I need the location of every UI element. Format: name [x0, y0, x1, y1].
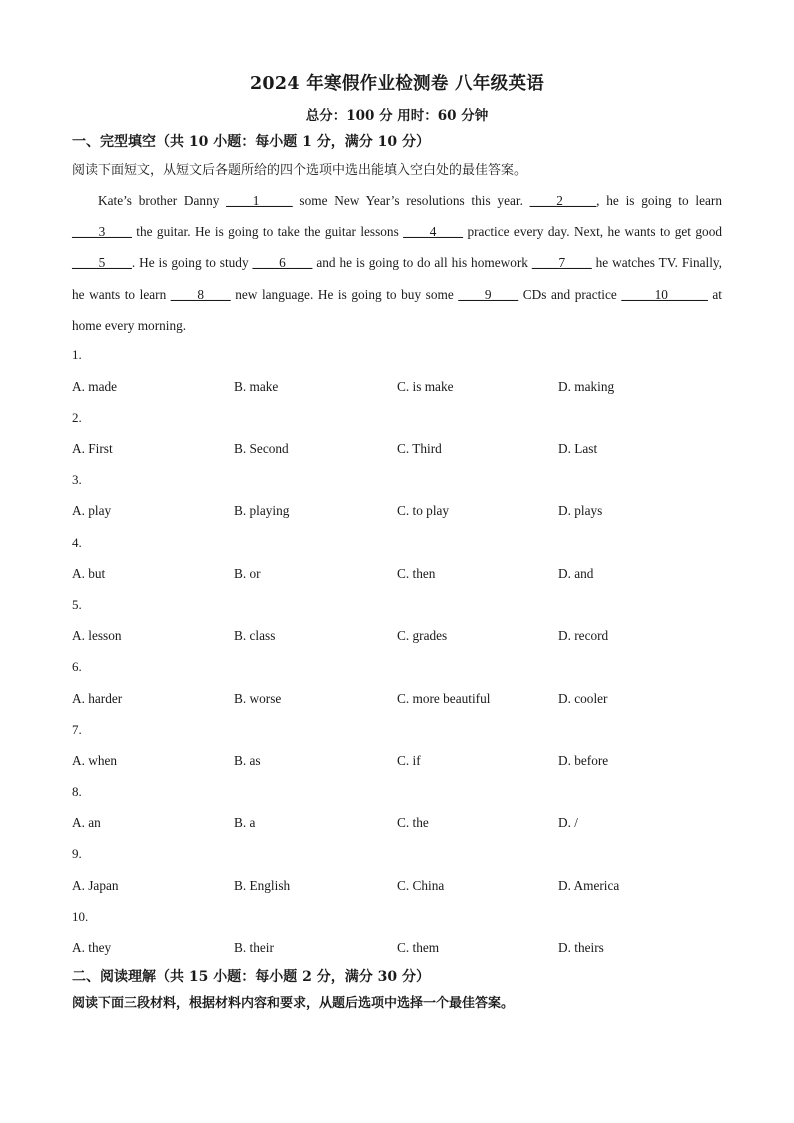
option-c: C. Third [397, 441, 442, 456]
option-d: D. before [558, 753, 609, 768]
option-c: C. them [397, 940, 440, 955]
passage-text: Kate’s brother Danny [98, 193, 227, 208]
section-1-instruction: 阅读下面短文，从短文后各题所给的四个选项中选出能填入空白处的最佳答案。 [72, 163, 528, 178]
exam-title: 2024 年寒假作业检测卷 八年级英语 [249, 74, 545, 94]
cloze-passage [72, 185, 722, 341]
option-c: C. China [397, 878, 445, 893]
question-number: 4. [72, 535, 82, 550]
option-d: D. and [558, 566, 594, 581]
option-a: A. Japan [72, 878, 119, 893]
option-b: B. class [234, 628, 276, 643]
option-c: C. to play [397, 503, 450, 518]
option-a: A. harder [72, 691, 123, 706]
exam-subtitle: 总分：100 分 用时：60 分钟 [305, 108, 489, 124]
option-d: D. making [558, 379, 615, 394]
section-2-heading: 二、阅读理解（共 15 小题：每小题 2 分，满分 30 分） [72, 969, 430, 985]
blank-3: ____3____ [72, 224, 132, 240]
passage-text: practice every day. Next, he wants to get good [463, 224, 722, 240]
option-b: B. a [234, 815, 256, 830]
option-b: B. English [234, 878, 291, 893]
option-b: B. their [234, 940, 274, 955]
option-a: A. made [72, 379, 118, 394]
option-d: D. plays [558, 503, 603, 518]
option-c: C. is make [397, 379, 454, 394]
option-b: B. make [234, 379, 279, 394]
option-a: A. an [72, 815, 101, 830]
blank-6: ____6____ [252, 255, 313, 271]
option-d: D. / [558, 815, 578, 830]
option-b: B. Second [234, 441, 289, 456]
question-number: 3. [72, 472, 82, 487]
option-c: C. if [397, 753, 421, 768]
option-a: A. First [72, 441, 113, 456]
passage-text: he watches TV. Finally, he wants to learn [72, 255, 723, 302]
option-a: A. lesson [72, 628, 122, 643]
option-b: B. as [234, 753, 261, 768]
option-a: A. play [72, 503, 112, 518]
option-a: A. when [72, 753, 118, 768]
option-a: A. they [72, 940, 112, 955]
question-number: 5. [72, 597, 82, 612]
section-2-instruction: 阅读下面三段材料，根据材料内容和要求，从题后选项中选择一个最佳答案。 [72, 996, 515, 1011]
blank-9: ____9____ [458, 286, 519, 302]
option-b: B. or [234, 566, 261, 581]
option-b: B. playing [234, 503, 290, 518]
question-number: 6. [72, 659, 82, 674]
blank-5: ____5____ [72, 255, 132, 271]
question-number: 10. [72, 909, 89, 924]
passage-text: . He is going to study [131, 255, 253, 271]
question-number: 8. [72, 784, 82, 799]
passage-text: and he is going to do all his homework [312, 255, 532, 271]
question-number: 2. [72, 410, 82, 425]
passage-text: some New Year’s resolutions this year. [292, 193, 530, 208]
passage-text: the guitar. He is going to take the guitar lessons [131, 224, 404, 240]
option-d: D. theirs [558, 940, 604, 955]
question-number: 9. [72, 846, 82, 861]
option-c: C. then [397, 566, 436, 581]
option-c: C. grades [397, 628, 448, 643]
option-d: D. cooler [558, 691, 608, 706]
blank-10: _____10______ [621, 286, 708, 302]
question-number: 1. [72, 347, 82, 362]
passage-text: , he is going to learn [596, 193, 722, 208]
blank-2: ____2_____ [529, 193, 597, 208]
option-c: C. more beautiful [397, 691, 491, 706]
blank-8: ____8____ [170, 286, 231, 302]
option-a: A. but [72, 566, 106, 581]
blank-4: ____4____ [403, 224, 464, 240]
question-number: 7. [72, 722, 82, 737]
option-c: C. the [397, 815, 429, 830]
section-1-heading: 一、完型填空（共 10 小题：每小题 1 分，满分 10 分） [72, 134, 430, 150]
option-d: D. Last [558, 441, 598, 456]
passage-text: new language. He is going to buy some [230, 286, 459, 302]
blank-7: ____7____ [531, 255, 592, 271]
option-b: B. worse [234, 691, 282, 706]
option-d: D. America [558, 878, 620, 893]
passage-text: at home every morning. [72, 286, 723, 333]
passage-text: CDs and practice [518, 286, 622, 302]
blank-1: ____1_____ [226, 193, 293, 208]
option-d: D. record [558, 628, 609, 643]
